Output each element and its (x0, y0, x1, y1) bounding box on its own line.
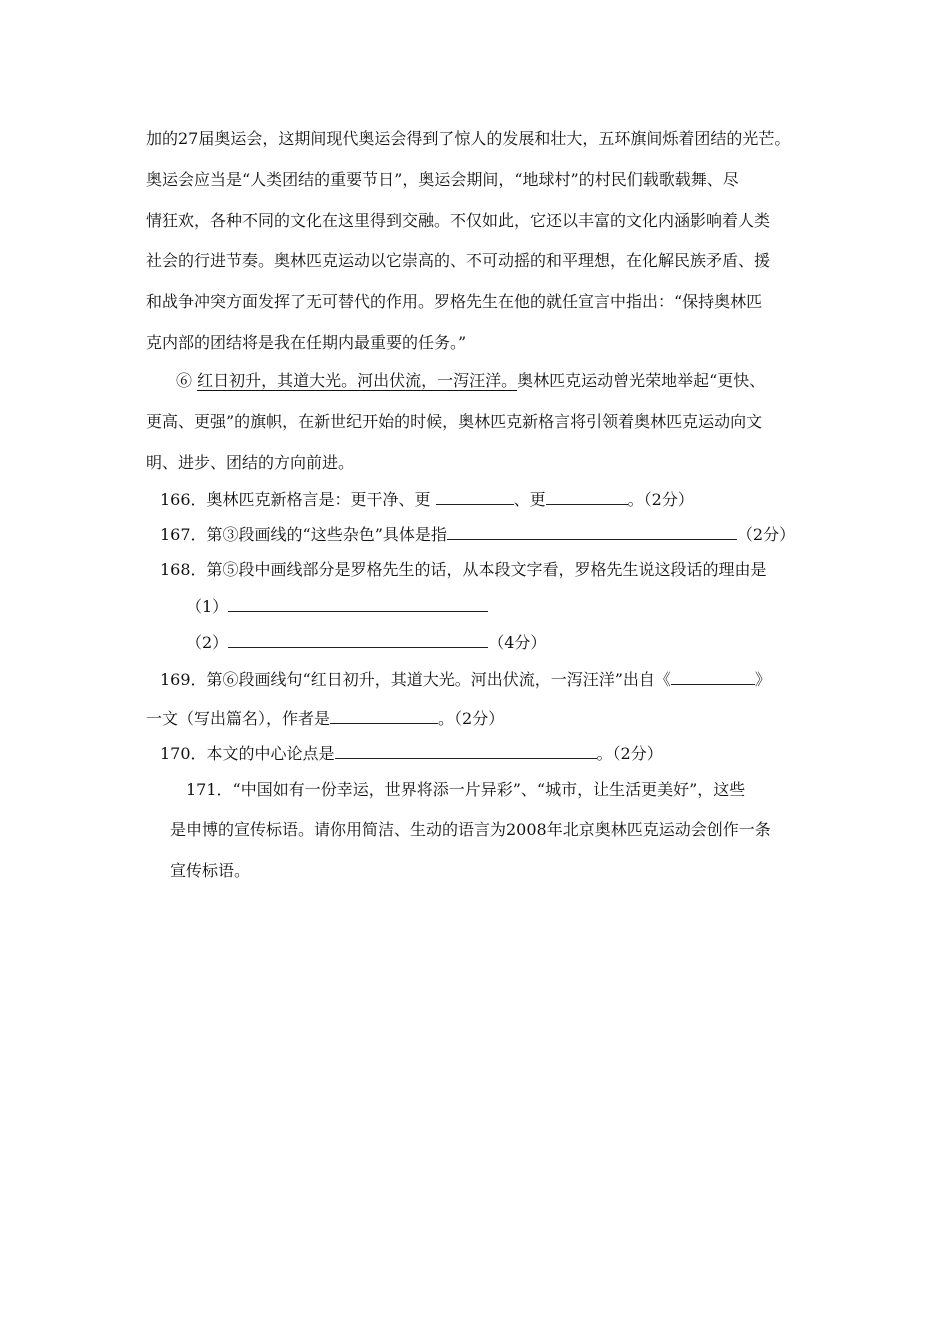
passage-line-1: 加的27届奥运会，这期间现代奥运会得到了惊人的发展和壮大，五环旗间烁着团结的光芒。 (146, 129, 791, 148)
paragraph-6-line-2: 更高、更强”的旗帜，在新世纪开始的时候，奥林匹克新格言将引领着奥林匹克运动向文 (146, 412, 763, 431)
question-168-score: （4分） (488, 633, 547, 652)
question-169-text: 169．第⑥段画线句“红日初升，其道大光。河出伏流，一泻汪洋”出自《 (160, 670, 671, 689)
question-170-text: 170．本文的中心论点是 (160, 744, 335, 763)
question-169-score: 。（2分） (438, 709, 505, 728)
answer-blank-166b[interactable] (546, 487, 628, 505)
question-167 (160, 522, 795, 547)
paragraph-6-line-3: 明、进步、团结的方向前进。 (146, 453, 355, 472)
passage-line-2: 奥运会应当是“人类团结的重要节日”，奥运会期间，“地球村”的村民们载歌载舞、尽 (146, 170, 739, 189)
passage-line-3: 情狂欢，各种不同的文化在这里得到交融。不仅如此，它还以丰富的文化内涵影响着人类 (146, 211, 771, 230)
item-2-label: （2） (186, 633, 229, 652)
question-169-close: 》 (754, 670, 771, 689)
question-169 (160, 667, 771, 692)
question-171-line-1: 171．“中国如有一份幸运，世界将添一片异彩”、“城市，让生活更美好”，这些 (186, 780, 746, 799)
underlined-sentence: 红日初升，其道大光。河出伏流，一泻汪洋。 (197, 371, 518, 390)
question-167-score: （2分） (736, 525, 796, 544)
question-166-score: 。（2分） (627, 490, 694, 509)
item-1-label: （1） (186, 597, 229, 616)
answer-blank-169-title[interactable] (671, 667, 755, 685)
answer-blank-166a[interactable] (436, 487, 514, 505)
question-167-text: 167．第③段画线的“这些杂色”具体是指 (160, 525, 447, 544)
answer-blank-168-1[interactable] (228, 594, 488, 612)
question-166-sep: 、更 (513, 490, 546, 509)
paragraph-6-text: 奥林匹克运动曾光荣地举起“更快、 (517, 371, 766, 390)
question-171-line-2: 是申博的宣传标语。请你用简洁、生动的语言为2008年北京奥林匹克运动会创作一条 (170, 820, 771, 839)
question-171-line-3: 宣传标语。 (170, 861, 251, 880)
question-170 (160, 741, 663, 766)
answer-blank-167[interactable] (447, 522, 737, 540)
question-168: 168．第⑤段中画线部分是罗格先生的话，从本段文字看，罗格先生说这段话的理由是 (160, 560, 767, 579)
passage-line-5: 和战争冲突方面发挥了无可替代的作用。罗格先生在他的就任宣言中指出：“保持奥林匹 (146, 292, 763, 311)
paragraph-6-first-line (176, 369, 765, 393)
question-168-item-2 (186, 630, 546, 655)
question-166 (160, 487, 694, 512)
answer-blank-169-author[interactable] (330, 706, 438, 724)
passage-line-4: 社会的行进节奏。奥林匹克运动以它崇高的、不可动摇的和平理想，在化解民族矛盾、援 (146, 251, 771, 270)
paragraph-marker: ⑥ (176, 371, 193, 390)
answer-blank-168-2[interactable] (228, 630, 488, 648)
question-166-text: 166．奥林匹克新格言是：更干净、更 (160, 490, 436, 509)
question-170-score: 。（2分） (596, 744, 663, 763)
question-169-line-2 (146, 706, 504, 731)
passage-line-6: 克内部的团结将是我在任期内最重要的任务。” (146, 333, 467, 352)
question-169-author-text: 一文（写出篇名），作者是 (146, 709, 331, 728)
answer-blank-170[interactable] (335, 741, 597, 759)
question-168-item-1 (186, 594, 488, 619)
